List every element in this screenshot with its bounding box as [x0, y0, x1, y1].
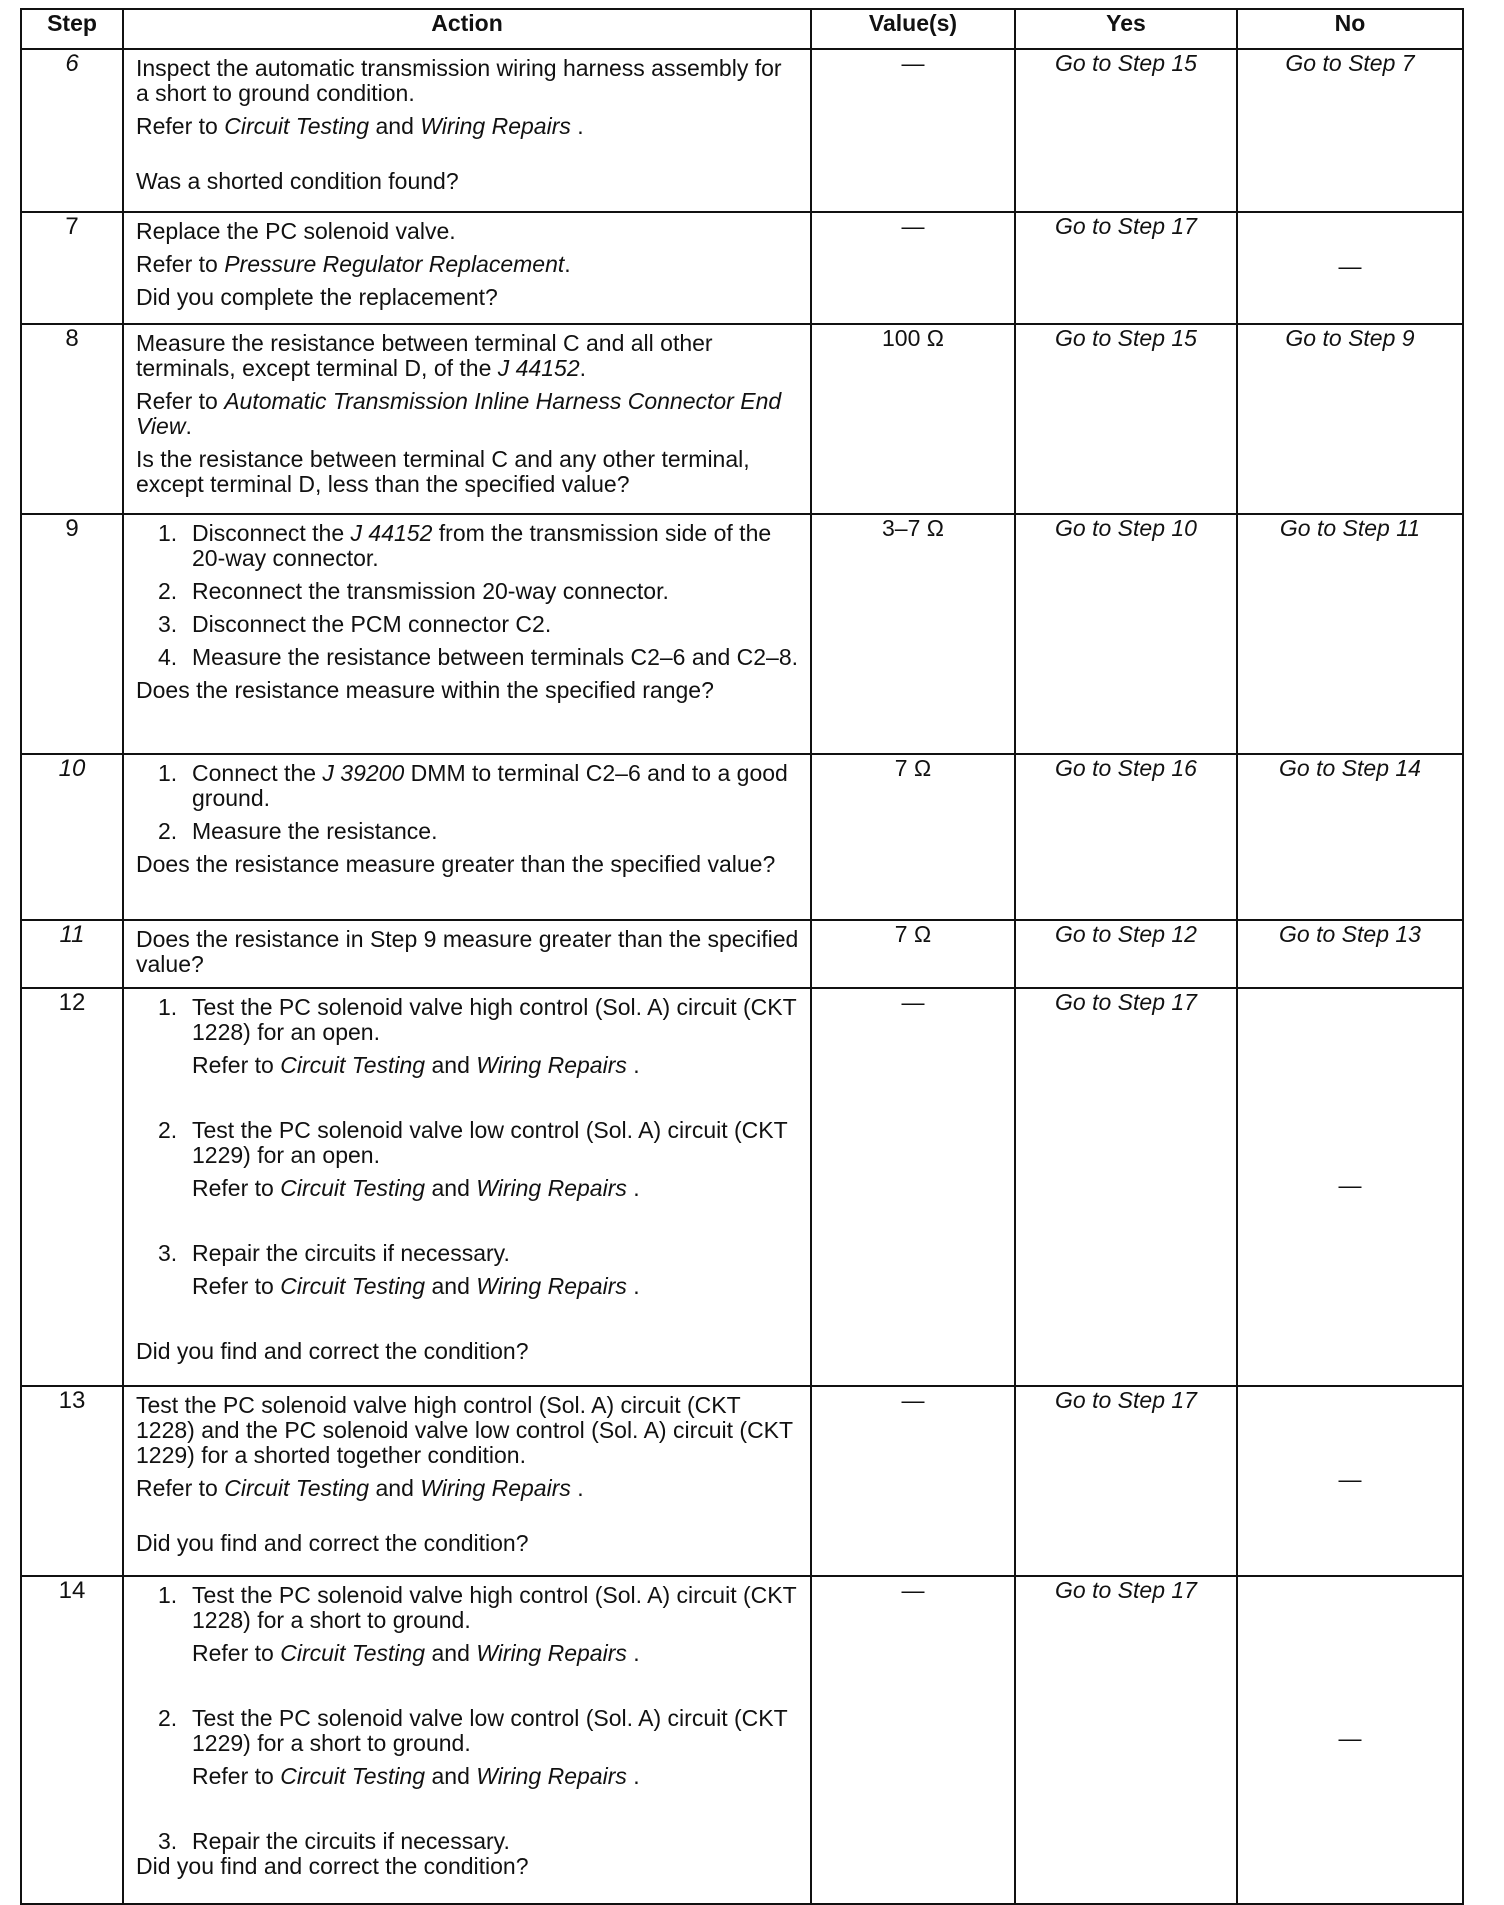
list-item: 4. Measure the resistance between terminals C2–6 and C2–8. — [158, 644, 799, 670]
yes-link[interactable]: Go to Step 17 — [1015, 988, 1237, 1386]
list-item: 3. Repair the circuits if necessary. — [158, 1828, 510, 1854]
procedure-list — [136, 1583, 800, 1854]
question-text: Was a shorted condition found? — [136, 168, 459, 194]
reference-line: Refer to Circuit Testing and Wiring Repairs . — [192, 1175, 640, 1201]
value-cell: — — [811, 988, 1015, 1386]
value-cell: 7 Ω — [811, 920, 1015, 988]
yes-link[interactable]: Go to Step 17 — [1015, 212, 1237, 324]
no-link[interactable]: Go to Step 7 — [1237, 49, 1463, 212]
step-number: 7 — [21, 212, 123, 324]
question-text: Did you find and correct the condition? — [136, 1853, 529, 1879]
list-item: 2. Measure the resistance. — [158, 818, 438, 844]
step-number: 10 — [21, 754, 123, 920]
step-number: 11 — [21, 920, 123, 988]
yes-link[interactable]: Go to Step 10 — [1015, 514, 1237, 754]
yes-link[interactable]: Go to Step 12 — [1015, 920, 1237, 988]
action-text: Measure the resistance between terminal C and all other terminals, except terminal D, of the J 44152. — [136, 330, 713, 381]
step-number: 12 — [21, 988, 123, 1386]
value-cell: — — [811, 49, 1015, 212]
table-row-step-12 — [21, 988, 1463, 1386]
table-row-step-14 — [21, 1576, 1463, 1904]
action-cell — [123, 212, 811, 324]
diagnostic-table — [20, 8, 1464, 1905]
no-value: — — [1237, 1576, 1463, 1904]
table-row-step-11 — [21, 920, 1463, 988]
value-cell: 100 Ω — [811, 324, 1015, 514]
yes-link[interactable]: Go to Step 15 — [1015, 324, 1237, 514]
reference-line: Refer to Circuit Testing and Wiring Repairs . — [192, 1763, 640, 1789]
procedure-list — [136, 521, 800, 670]
no-value: — — [1237, 988, 1463, 1386]
question-text: Does the resistance in Step 9 measure greater than the specified value? — [136, 926, 799, 977]
question-text: Did you complete the replacement? — [136, 284, 498, 310]
step-number: 8 — [21, 324, 123, 514]
table-row-step-8 — [21, 324, 1463, 514]
list-item: 1. Disconnect the J 44152 from the transmission side of the 20-way connector. — [158, 520, 772, 571]
header-yes: Yes — [1015, 9, 1237, 49]
list-item: 1. Connect the J 39200 DMM to terminal C2–6 and to a good ground. — [158, 760, 788, 811]
value-cell: — — [811, 212, 1015, 324]
value-cell: — — [811, 1576, 1015, 1904]
list-item: 1. Test the PC solenoid valve high control (Sol. A) circuit (CKT 1228) for an open. Refer to Circuit Testing and Wiring Repairs . — [136, 995, 800, 1078]
question-text: Does the resistance measure within the specified range? — [136, 677, 714, 703]
reference-line: Refer to Automatic Transmission Inline Harness Connector End View. — [136, 388, 782, 439]
header-row — [21, 9, 1463, 49]
table-row-step-7 — [21, 212, 1463, 324]
no-link[interactable]: Go to Step 11 — [1237, 514, 1463, 754]
yes-link[interactable]: Go to Step 16 — [1015, 754, 1237, 920]
reference-line: Refer to Circuit Testing and Wiring Repairs . — [192, 1052, 640, 1078]
table-row-step-9 — [21, 514, 1463, 754]
list-item: 2. Test the PC solenoid valve low control (Sol. A) circuit (CKT 1229) for a short to ground. Refer to Circuit Testing and Wiring Repairs . — [136, 1706, 800, 1789]
reference-line: Refer to Circuit Testing and Wiring Repairs . — [136, 1475, 584, 1501]
list-item: 2. Test the PC solenoid valve low control (Sol. A) circuit (CKT 1229) for an open. Refer to Circuit Testing and Wiring Repairs . — [136, 1118, 800, 1201]
yes-link[interactable]: Go to Step 17 — [1015, 1576, 1237, 1904]
value-cell: — — [811, 1386, 1015, 1576]
no-value: — — [1237, 1386, 1463, 1576]
header-no: No — [1237, 9, 1463, 49]
action-text: Inspect the automatic transmission wiring harness assembly for a short to ground condition. — [136, 55, 782, 106]
value-cell: 3–7 Ω — [811, 514, 1015, 754]
question-text: Did you find and correct the condition? — [136, 1338, 529, 1364]
action-cell — [123, 1386, 811, 1576]
header-action: Action — [123, 9, 811, 49]
action-cell — [123, 988, 811, 1386]
list-item: 2. Reconnect the transmission 20-way connector. — [158, 578, 669, 604]
table-row-step-13 — [21, 1386, 1463, 1576]
reference-line: Refer to Pressure Regulator Replacement. — [136, 251, 571, 277]
no-link[interactable]: Go to Step 13 — [1237, 920, 1463, 988]
step-number: 13 — [21, 1386, 123, 1576]
reference-line: Refer to Circuit Testing and Wiring Repairs . — [136, 113, 584, 139]
procedure-list — [136, 761, 800, 844]
table-row-step-10 — [21, 754, 1463, 920]
action-cell — [123, 514, 811, 754]
reference-line: Refer to Circuit Testing and Wiring Repairs . — [192, 1640, 640, 1666]
header-step: Step — [21, 9, 123, 49]
action-cell — [123, 920, 811, 988]
action-text: Test the PC solenoid valve high control (Sol. A) circuit (CKT 1228) and the PC solenoid valve low control (Sol. A) circuit (CKT 1229) for a shorted together condition. — [136, 1392, 793, 1468]
step-number: 9 — [21, 514, 123, 754]
table-row-step-6 — [21, 49, 1463, 212]
list-item: 1. Test the PC solenoid valve high control (Sol. A) circuit (CKT 1228) for a short to ground. Refer to Circuit Testing and Wiring Repairs . — [136, 1583, 800, 1666]
question-text: Did you find and correct the condition? — [136, 1530, 529, 1556]
question-text: Does the resistance measure greater than the specified value? — [136, 851, 776, 877]
no-link[interactable]: Go to Step 14 — [1237, 754, 1463, 920]
action-cell — [123, 324, 811, 514]
header-values: Value(s) — [811, 9, 1015, 49]
step-number: 14 — [21, 1576, 123, 1904]
reference-line: Refer to Circuit Testing and Wiring Repairs . — [192, 1273, 640, 1299]
value-cell: 7 Ω — [811, 754, 1015, 920]
list-item: 3. Repair the circuits if necessary. Refer to Circuit Testing and Wiring Repairs . — [136, 1241, 800, 1299]
list-item: 3. Disconnect the PCM connector C2. — [158, 611, 552, 637]
no-link[interactable]: Go to Step 9 — [1237, 324, 1463, 514]
action-cell — [123, 754, 811, 920]
yes-link[interactable]: Go to Step 17 — [1015, 1386, 1237, 1576]
no-value: — — [1237, 212, 1463, 324]
action-cell — [123, 1576, 811, 1904]
yes-link[interactable]: Go to Step 15 — [1015, 49, 1237, 212]
question-text: Is the resistance between terminal C and any other terminal, except terminal D, less than the specified value? — [136, 446, 750, 497]
action-cell — [123, 49, 811, 212]
procedure-list — [136, 995, 800, 1299]
action-text: Replace the PC solenoid valve. — [136, 218, 456, 244]
step-number: 6 — [21, 49, 123, 212]
